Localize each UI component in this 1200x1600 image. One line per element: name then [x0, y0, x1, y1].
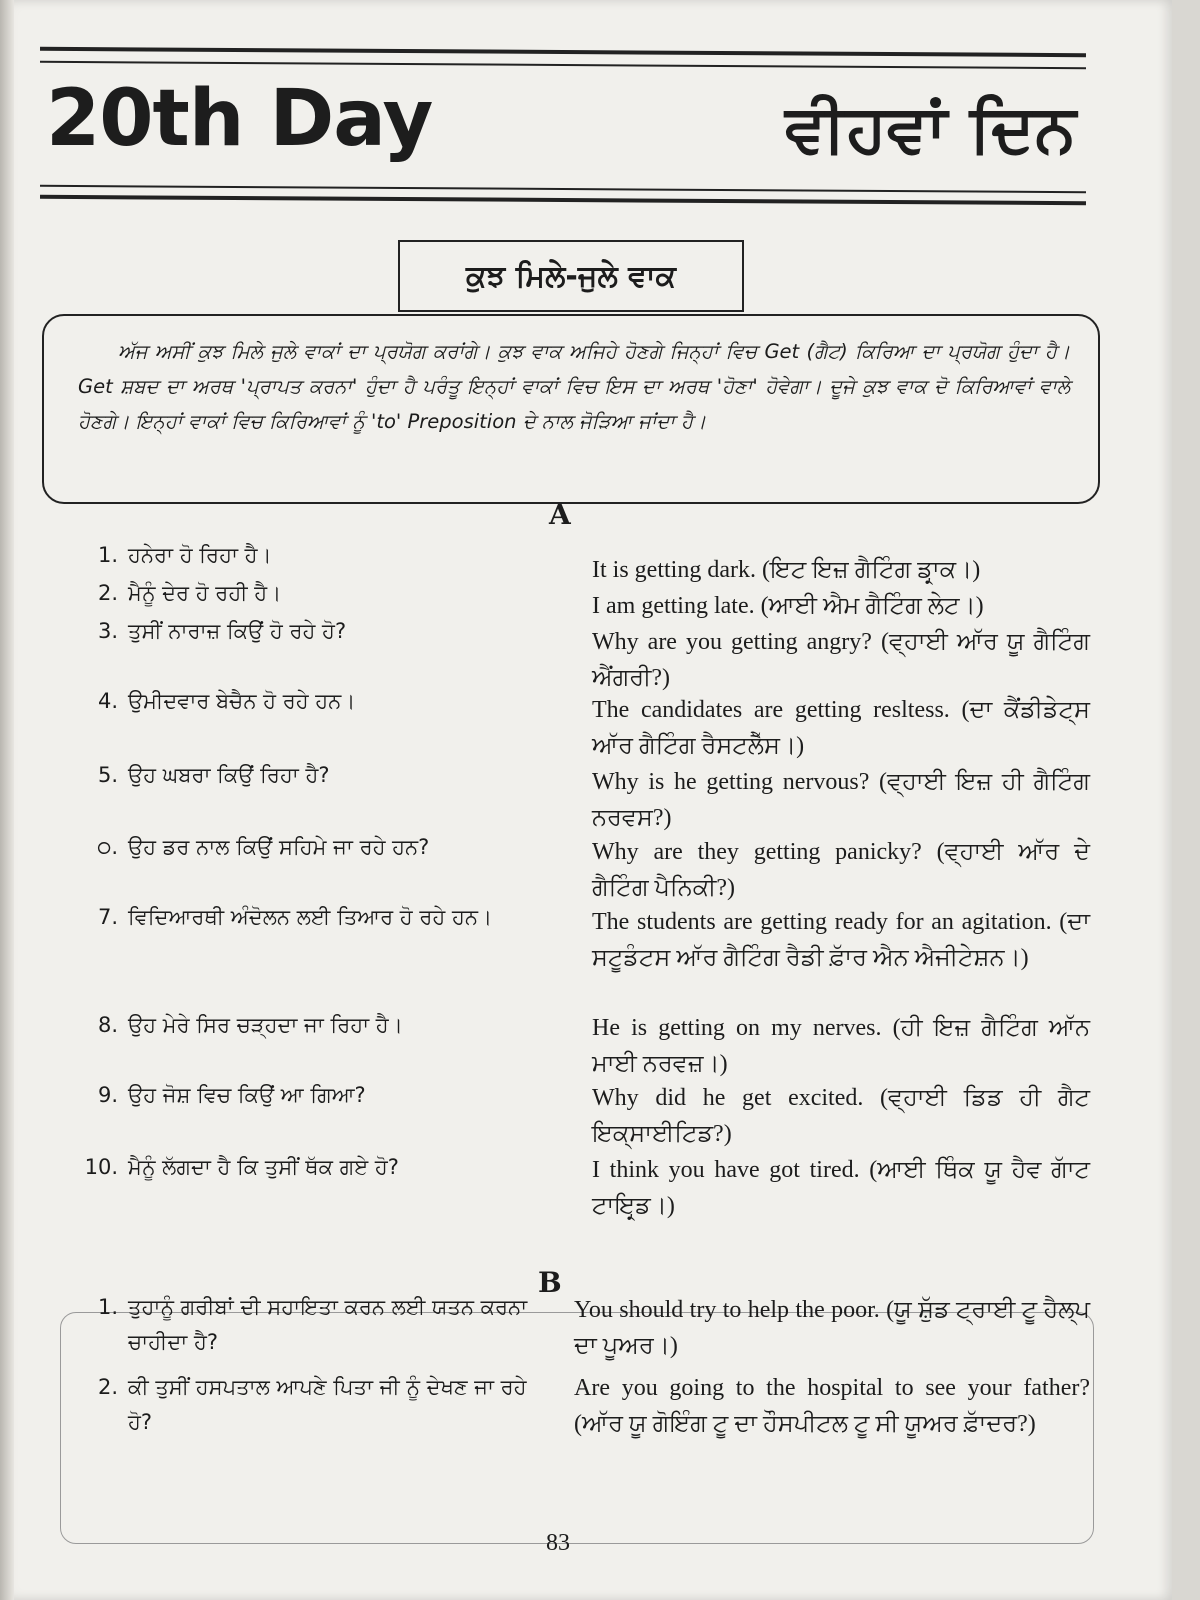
english-translation: Why did he get excited. (ਵ੍ਹਾਈ ਡਿਡ ਹੀ ਗੈਟ ਇਕ੍ਸਾਈਟਿਡ?) [592, 1085, 1090, 1147]
english-translation: Why are they getting panicky? (ਵ੍ਹਾਈ ਆੱਰ ਦੇ ਗੈਟਿੰਗ ਪੈਨਿਕੀ?) [592, 839, 1090, 901]
punjabi-sentence: ਉਮੀਦਵਾਰ ਬੇਚੈਨ ਹੋ ਰਹੇ ਹਨ। [128, 689, 356, 713]
punjabi-sentence: ਹਨੇਰਾ ਹੋ ਰਿਹਾ ਹੈ। [128, 543, 272, 567]
punjabi-sentence: ਉਹ ਜੋਸ਼ ਵਿਚ ਕਿਉਂ ਆ ਗਿਆ? [128, 1083, 366, 1107]
row-number: 7. [97, 905, 118, 929]
english-translation: You should try to help the poor. (ਯੂ ਸ਼ੁੱਡ ਟ੍ਰਾਈ ਟੂ ਹੈਲ੍ਪ ਦਾ ਪੂਅਰ।) [574, 1297, 1090, 1359]
punjabi-sentence: ਉਹ ਮੇਰੇ ਸਿਰ ਚੜ੍ਹਦਾ ਜਾ ਰਿਹਾ ਹੈ। [128, 1013, 403, 1037]
row-number: 1. [97, 543, 118, 567]
english-translation: I think you have got tired. (ਆਈ ਥਿੰਕ ਯੂ ਹੈਵ ਗਾੱਟ ਟਾਇਰ੍ਡ।) [592, 1157, 1090, 1219]
punjabi-sentence: ਤੁਹਾਨੂੰ ਗਰੀਬਾਂ ਦੀ ਸਹਾਇਤਾ ਕਰਨ ਲਈ ਯਤਨ ਕਰਨਾ ਚਾਹੀਦਾ ਹੈ? [128, 1295, 528, 1354]
english-translation: He is getting on my nerves. (ਹੀ ਇਜ਼ ਗੈਟਿੰਗ ਆੱਨ ਮਾਈ ਨਰਵਜ਼।) [592, 1015, 1090, 1077]
english-translation: Why are you getting angry? (ਵ੍ਹਾਈ ਆੱਰ ਯੂ ਗੈਟਿੰਗ ਐਂਗਰੀ?) [592, 629, 1090, 691]
english-translation: Why is he getting nervous? (ਵ੍ਹਾਈ ਇਜ਼ ਹੀ ਗੈਟਿੰਗ ਨਰਵਸ?) [592, 769, 1090, 831]
punjabi-sentence: ਵਿਦਿਆਰਥੀ ਅੰਦੋਲਨ ਲਈ ਤਿਆਰ ਹੋ ਰਹੇ ਹਨ। [128, 905, 493, 929]
row-number: 3. [97, 619, 118, 643]
english-translation: Are you going to the hospital to see your father? (ਆੱਰ ਯੂ ਗੋਇੰਗ ਟੂ ਦਾ ਹੌਸਪੀਟਲ ਟੂ ਸੀ ਯੂਅਰ ਫ਼ਾੱਦਰ?) [574, 1375, 1090, 1437]
row-number: 2. [97, 581, 118, 605]
english-translation: I am getting late. (ਆਈ ਐਮ ਗੈਟਿੰਗ ਲੇਟ।) [592, 593, 984, 619]
page-title-english: 20th Day [46, 74, 433, 164]
punjabi-sentence: ਉਹ ਡਰ ਨਾਲ ਕਿਉਂ ਸਹਿਮੇ ਜਾ ਰਹੇ ਹਨ? [128, 835, 430, 859]
row-number: 4. [97, 689, 118, 713]
punjabi-sentence: ਤੁਸੀਂ ਨਾਰਾਜ਼ ਕਿਉਂ ਹੋ ਰਹੇ ਹੋ? [128, 619, 347, 643]
english-translation: The candidates are getting resltess. (ਦਾ ਕੈਂਡੀਡੇਟ੍ਸ ਆੱਰ ਗੈਟਿੰਗ ਰੈਸਟਲੈੱਸ।) [592, 697, 1090, 759]
english-translation: It is getting dark. (ਇਟ ਇਜ਼ ਗੈਟਿੰਗ ਡਾਰ੍ਕ।) [592, 557, 981, 583]
header-bottom-rule-thin [40, 185, 1086, 193]
section-a-heading: A [549, 498, 571, 531]
punjabi-sentence: ਕੀ ਤੁਸੀਂ ਹਸਪਤਾਲ ਆਪਣੇ ਪਿਤਾ ਜੀ ਨੂੰ ਦੇਖਣ ਜਾ ਰਹੇ ਹੋ? [128, 1375, 527, 1434]
row-number: 8. [97, 1013, 118, 1037]
row-number: 2. [97, 1375, 118, 1399]
row-number: ੦. [97, 835, 118, 859]
page-title-punjabi: ਵੀਹਵਾਂ ਦਿਨ [785, 90, 1076, 167]
intro-paragraph: ਅੱਜ ਅਸੀਂ ਕੁਝ ਮਿਲੇ ਜੁਲੇ ਵਾਕਾਂ ਦਾ ਪ੍ਰਯੋਗ ਕਰਾਂਗੇ। ਕੁਝ ਵਾਕ ਅਜਿਹੇ ਹੋਣਗੇ ਜਿਨ੍ਹਾਂ ਵਿਚ Get (ਗੈਟ) ਕਿਰਿਆ ਦਾ ਪ੍ਰਯੋਗ ਹੁੰਦਾ ਹੈ। Get ਸ਼ਬਦ ਦਾ ਅਰਥ 'ਪ੍ਰਾਪਤ ਕਰਨਾ' ਹੁੰਦਾ ਹੈ ਪਰੰਤੂ ਇਨ੍ਹਾਂ ਵਾਕਾਂ ਵਿਚ ਇਸ ਦਾ ਅਰਥ 'ਹੋਣਾ' ਹੋਵੇਗਾ। ਦੂਜੇ ਕੁਝ ਵਾਕ ਦੋ ਕਿਰਿਆਵਾਂ ਵਾਲੇ ਹੋਣਗੇ। ਇਨ੍ਹਾਂ ਵਾਕਾਂ ਵਿਚ ਕਿਰਿਆਵਾਂ ਨੂੰ 'to' Preposition ਦੇ ਨਾਲ ਜੋੜਿਆ ਜਾਂਦਾ ਹੈ। [42, 314, 1100, 504]
row-number: 5. [97, 763, 118, 787]
header-bottom-rule-thick [40, 195, 1086, 205]
row-number: 10. [84, 1155, 118, 1179]
page-number: 83 [546, 1530, 570, 1556]
header-top-rule-thick [40, 47, 1086, 57]
punjabi-sentence: ਮੈਨੂੰ ਲੱਗਦਾ ਹੈ ਕਿ ਤੁਸੀਂ ਥੱਕ ਗਏ ਹੋ? [128, 1155, 399, 1179]
page-binding-shadow [0, 0, 14, 1600]
header-top-rule-thin [40, 61, 1086, 69]
section-subtitle: ਕੁਝ ਮਿਲੇ-ਜੁਲੇ ਵਾਕ [398, 240, 744, 312]
english-translation: The students are getting ready for an agitation. (ਦਾ ਸਟੂਡੰਟਸ ਆੱਰ ਗੈਟਿੰਗ ਰੈਡੀ ਫ਼ਾੱਰ ਐਨ ਐਜੀਟੇਸ਼ਨ।) [592, 909, 1090, 971]
row-number: 1. [97, 1295, 118, 1319]
punjabi-sentence: ਮੈਨੂੰ ਦੇਰ ਹੋ ਰਹੀ ਹੈ। [128, 581, 282, 605]
punjabi-sentence: ਉਹ ਘਬਰਾ ਕਿਉਂ ਰਿਹਾ ਹੈ? [128, 763, 330, 787]
section-b-heading: B [538, 1266, 562, 1299]
row-number: 9. [97, 1083, 118, 1107]
